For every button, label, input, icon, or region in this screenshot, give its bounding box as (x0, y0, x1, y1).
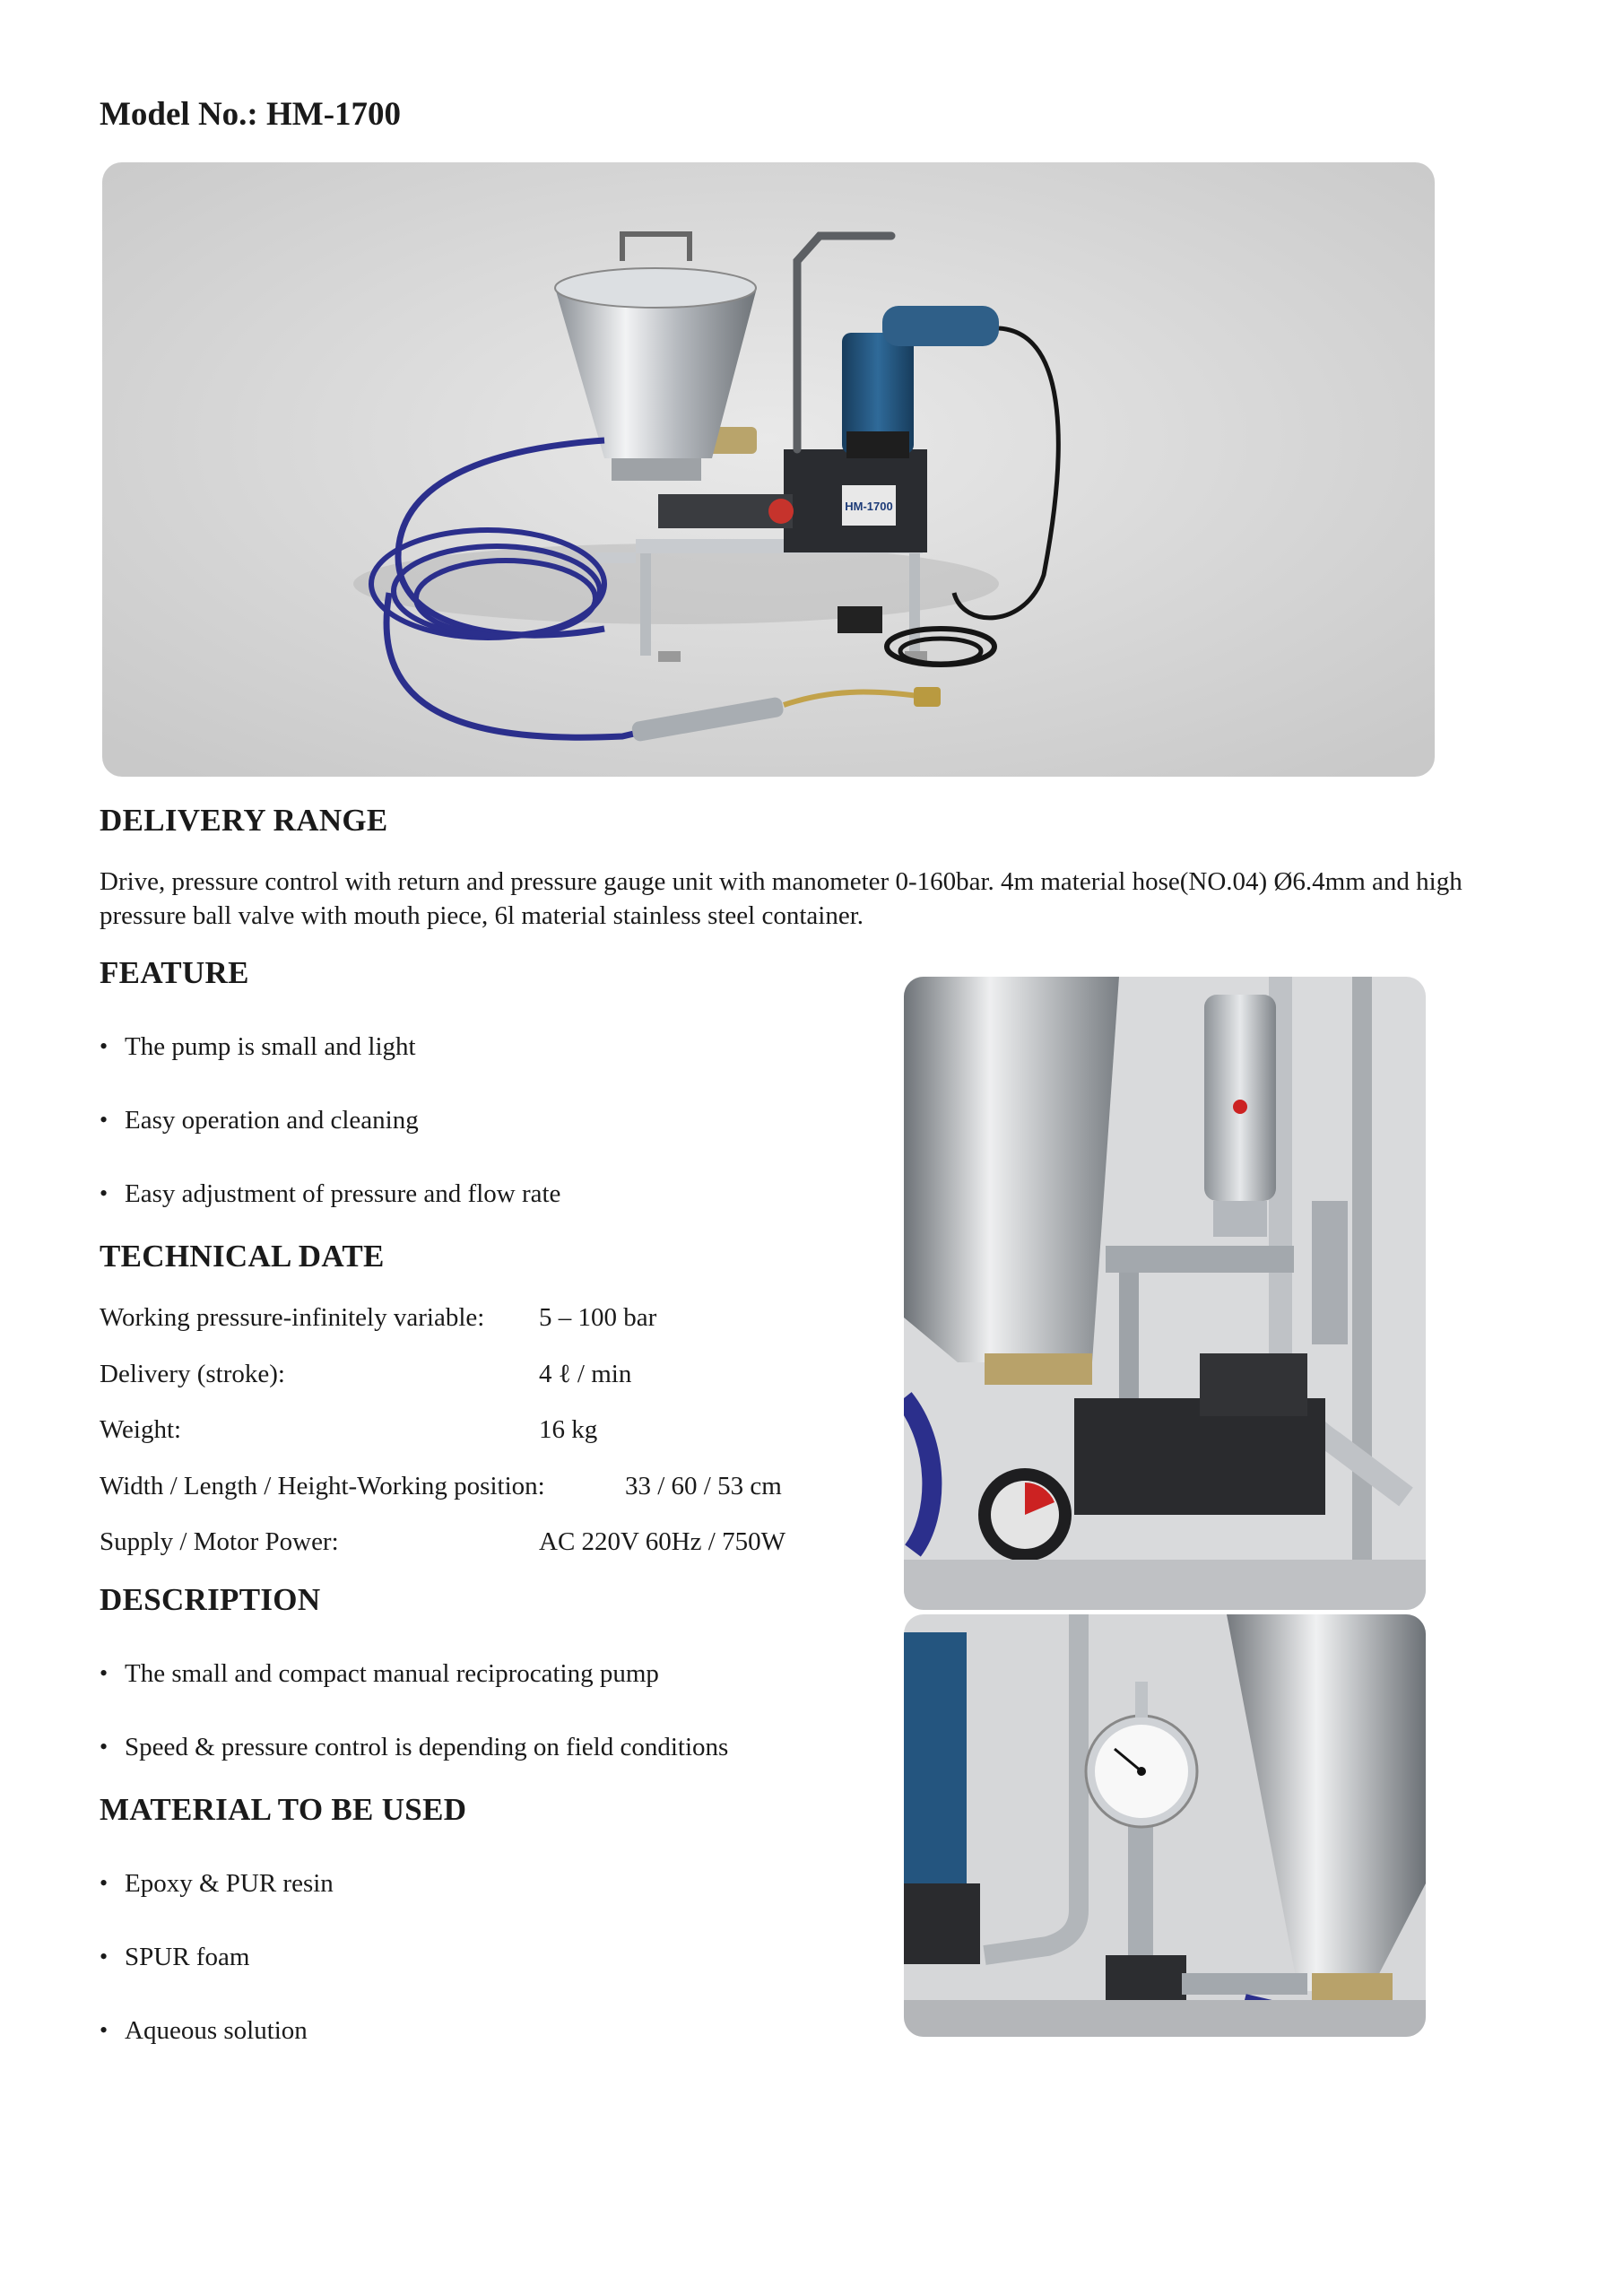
material-heading: MATERIAL TO BE USED (100, 1792, 467, 1827)
pump-product-photo (102, 162, 1435, 777)
pressure-control-detail-photo (904, 977, 1426, 1610)
list-item: • Aqueous solution (100, 2014, 334, 2088)
manometer-detail-photo (904, 1614, 1426, 2037)
spec-label: Working pressure-infinitely variable: (100, 1303, 485, 1332)
list-item: • SPUR foam (100, 1941, 334, 2014)
list-item: • Epoxy & PUR resin (100, 1867, 334, 1941)
description-heading: DESCRIPTION (100, 1582, 321, 1617)
feature-list (100, 1031, 560, 1251)
technical-heading: TECHNICAL DATE (100, 1239, 385, 1274)
spec-value: AC 220V 60Hz / 750W (539, 1527, 785, 1556)
material-list (100, 1867, 334, 2088)
list-item: • The small and compact manual reciprocating pump (100, 1657, 728, 1731)
delivery-range-heading: DELIVERY RANGE (100, 803, 388, 838)
machine-label: HM-1700 (845, 500, 893, 513)
spec-label: Weight: (100, 1415, 182, 1444)
delivery-range-text: Drive, pressure control with return and pressure gauge unit with manometer 0-160bar. 4m material hose(NO.04) Ø6.4mm and high pressure ball valve with mouth piece, 6l material stainless steel container. (100, 867, 1462, 930)
spec-label: Delivery (stroke): (100, 1360, 285, 1388)
spec-label: Width / Length / Height-Working position: (100, 1472, 545, 1500)
spec-label: Supply / Motor Power: (100, 1527, 339, 1556)
list-item: • The pump is small and light (100, 1031, 560, 1104)
description-list (100, 1657, 728, 1805)
spec-value: 33 / 60 / 53 cm (625, 1472, 782, 1500)
feature-heading: FEATURE (100, 955, 249, 990)
spec-value: 16 kg (539, 1415, 598, 1444)
spec-value: 4 ℓ / min (539, 1360, 632, 1388)
spec-value: 5 – 100 bar (539, 1303, 657, 1332)
list-item: • Easy operation and cleaning (100, 1104, 560, 1178)
list-item: • Speed & pressure control is depending on field conditions (100, 1731, 728, 1805)
model-title: Model No.: HM-1700 (100, 96, 402, 133)
list-item: • Easy adjustment of pressure and flow rate (100, 1178, 560, 1251)
